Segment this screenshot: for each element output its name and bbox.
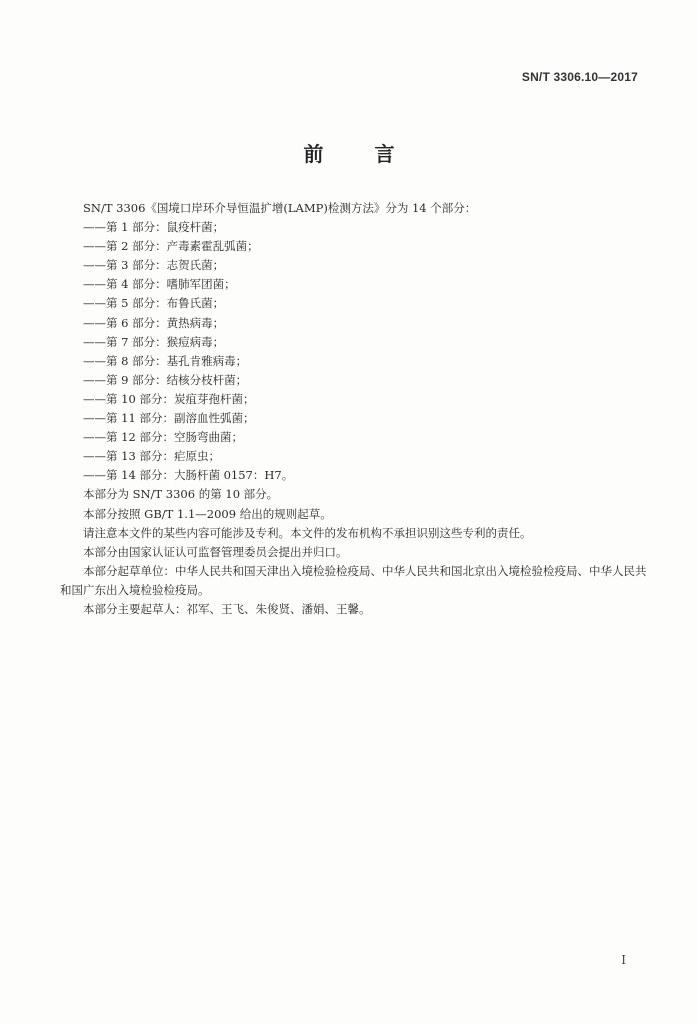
list-item: ——第 14 部分：大肠杆菌 0157：H7。 [83,468,294,483]
list-item: ——第 13 部分：疟原虫； [83,449,220,464]
list-item: ——第 11 部分：副溶血性弧菌； [83,411,255,426]
list-item: ——第 5 部分：布鲁氏菌； [83,296,225,311]
paragraph-patent-notice: 请注意本文件的某些内容可能涉及专利。本文件的发布机构不承担识别这些专利的责任。 [83,525,532,540]
list-item: ——第 3 部分：志贺氏菌； [83,258,225,273]
list-item: ——第 6 部分：黄热病毒； [83,315,225,330]
list-item: ——第 10 部分：炭疽芽孢杆菌； [83,391,255,406]
list-item: ——第 4 部分：嗜肺军团菌； [83,277,236,292]
list-item: ——第 8 部分：基孔肯雅病毒； [83,353,248,368]
page-title: 前 言 [303,142,417,166]
list-item: ——第 7 部分：猴痘病毒； [83,334,225,349]
list-item: ——第 1 部分：鼠疫杆菌； [83,220,225,235]
list-item: ——第 2 部分：产毒素霍乱弧菌； [83,239,259,254]
list-item: ——第 9 部分：结核分枝杆菌； [83,372,248,387]
paragraph-drafting-units: 本部分起草单位：中华人民共和国天津出入境检验检疫局、中华人民共和国北京出入境检验检疫局、中华人民共和国广东出入境检验检疫局。 [60,563,647,597]
document-body [60,199,650,619]
page-number: I [621,953,626,967]
paragraph-drafting-rules: 本部分按照 GB/T 1.1—2009 给出的规则起草。 [83,506,332,521]
paragraph-part-number: 本部分为 SN/T 3306 的第 10 部分。 [83,487,279,502]
parts-list [60,218,650,485]
standard-code: SN/T 3306.10—2017 [521,70,638,84]
intro-paragraph: SN/T 3306《国境口岸环介导恒温扩增(LAMP)检测方法》分为 14 个部分： [83,201,477,215]
list-item: ——第 12 部分：空肠弯曲菌； [83,430,243,445]
paragraph-proposer: 本部分由国家认证认可监督管理委员会提出并归口。 [83,544,348,559]
paragraph-drafters: 本部分主要起草人：祁军、王飞、朱俊贤、潘娟、王馨。 [83,601,371,616]
